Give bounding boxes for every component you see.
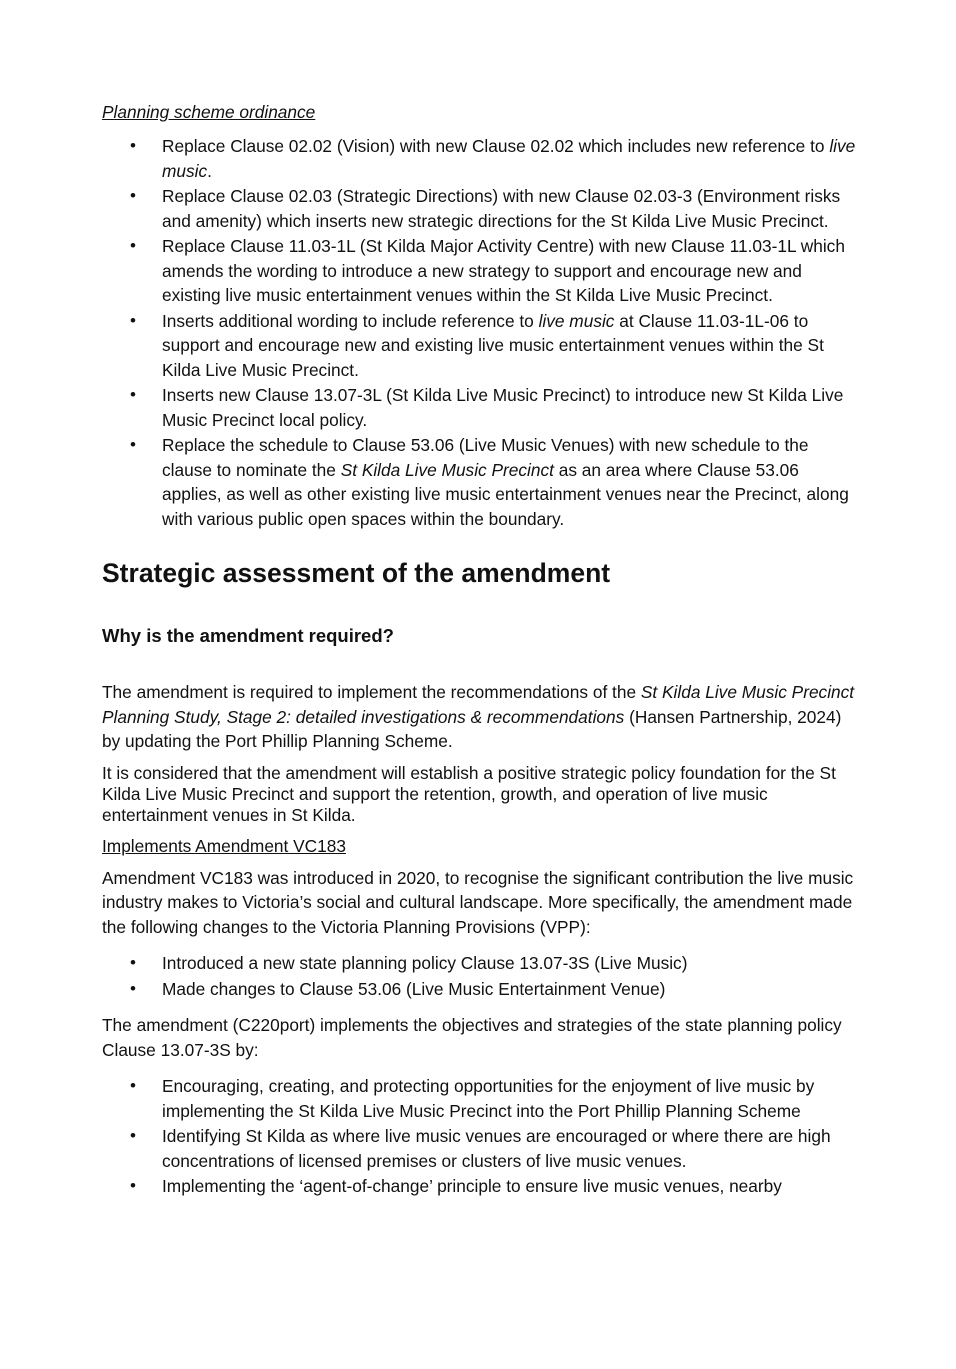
bullet-icon: • (130, 1126, 136, 1145)
vc183-paragraph: Amendment VC183 was introduced in 2020, to recognise the significant contribution the live music industry makes to Victoria’s social and cultural landscape. More specifically, the amendment made the following changes to the Victoria Planning Provisions (VPP): (102, 867, 854, 937)
list-item: • Encouraging, creating, and protecting opportunities for the enjoyment of live music by implementing the St Kilda Live Music Precinct into the Port Phillip Planning Scheme (130, 1076, 815, 1121)
vc183-heading: Implements Amendment VC183 (102, 835, 346, 856)
list-item: • Inserts new Clause 13.07-3L (St Kilda Live Music Precinct) to introduce new St Kilda Live Music Precinct local policy. (130, 385, 844, 430)
bullet-icon: • (130, 236, 136, 255)
bullet-icon: • (130, 186, 136, 205)
subsection-title: Why is the amendment required? (102, 625, 394, 646)
bullet-icon: • (130, 136, 136, 155)
pso-heading: Planning scheme ordinance (102, 102, 316, 122)
list-item: • Made changes to Clause 53.06 (Live Music Entertainment Venue) (102, 977, 862, 1002)
list-item: • Replace Clause 02.03 (Strategic Directions) with new Clause 02.03-3 (Environment risks and amenity) which inserts new strategic directions for the St Kilda Live Music Precinct. (130, 186, 841, 231)
why-paragraph-1: The amendment is required to implement the recommendations of the St Kilda Live Music Precinct Planning Study, Stage 2: detailed investigations & recommendations (Hansen Partnership, 2024) by updating the Port Phillip Planning Scheme. (102, 682, 855, 751)
bullet-icon: • (130, 953, 136, 972)
section-title: Strategic assessment of the amendment (102, 558, 611, 588)
bullet-icon: • (130, 310, 136, 330)
vc183-list (102, 951, 862, 1001)
list-item: • Replace Clause 11.03-1L (St Kilda Major Activity Centre) with new Clause 11.03-1L which amends the wording to introduce a new strategy to support and encourage new and existing live music entertainment venues within the St Kilda Live Music Precinct. (130, 236, 845, 305)
list-item: • Implementing the ‘agent-of-change’ principle to ensure live music venues, nearby (102, 1174, 862, 1199)
list-item: • Replace Clause 02.02 (Vision) with new Clause 02.02 which includes new reference to live music. (130, 136, 856, 181)
bullet-icon: • (130, 435, 136, 454)
bullet-icon: • (130, 1176, 136, 1195)
bullet-icon: • (130, 978, 136, 998)
c220port-paragraph: The amendment (C220port) implements the objectives and strategies of the state planning policy Clause 13.07-3S by: (102, 1015, 842, 1060)
pso-list (102, 134, 862, 531)
why-paragraph-2: It is considered that the amendment will establish a positive strategic policy foundation for the St Kilda Live Music Precinct and support the retention, growth, and operation of live music entertainment venues in St Kilda. (102, 762, 836, 825)
list-item: • Inserts additional wording to include reference to live music at Clause 11.03-1L-06 to support and encourage new and existing live music entertainment venues within the St Kilda Live Music Precinct. (130, 310, 824, 380)
list-item: • Introduced a new state planning policy Clause 13.07-3S (Live Music) (102, 951, 862, 976)
document-page (102, 100, 862, 1200)
list-item: • Identifying St Kilda as where live music venues are encouraged or where there are high concentrations of licensed premises or clusters of live music venues. (130, 1126, 831, 1171)
c220port-list (102, 1074, 862, 1199)
bullet-icon: • (130, 1076, 136, 1095)
bullet-icon: • (130, 385, 136, 404)
list-item: • Replace the schedule to Clause 53.06 (Live Music Venues) with new schedule to the clause to nominate the St Kilda Live Music Precinct as an area where Clause 53.06 applies, as well as other existing live music entertainment venues near the Precinct, along with various public open spaces within the boundary. (130, 435, 849, 529)
